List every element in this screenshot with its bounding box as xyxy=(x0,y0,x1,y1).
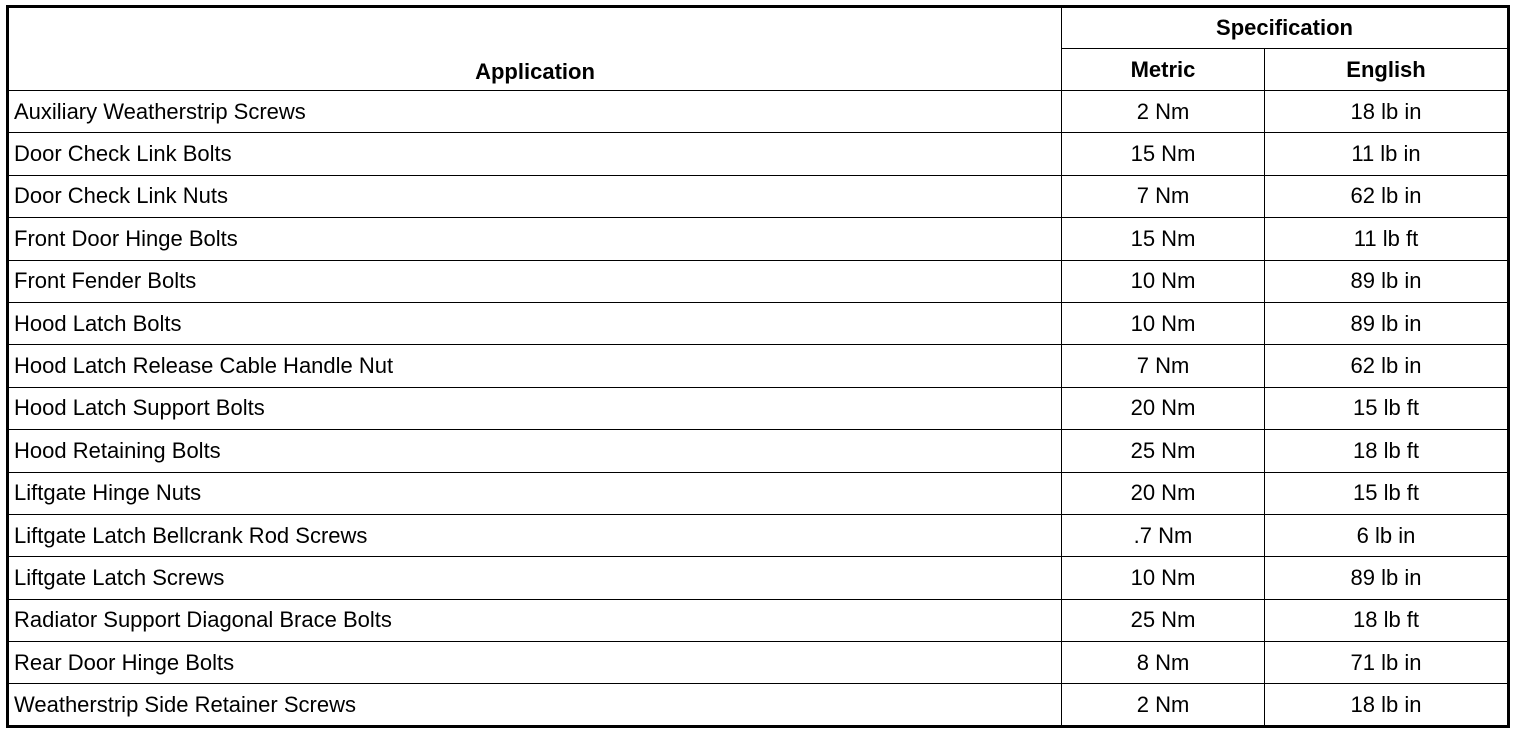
metric-cell: 25 Nm xyxy=(1062,430,1265,472)
application-cell: Hood Latch Support Bolts xyxy=(8,387,1062,429)
table-row xyxy=(8,260,1509,302)
table-row xyxy=(8,599,1509,641)
application-cell: Door Check Link Nuts xyxy=(8,175,1062,217)
specification-header: Specification xyxy=(1062,7,1509,49)
english-cell: 15 lb ft xyxy=(1265,472,1509,514)
table-row xyxy=(8,684,1509,726)
metric-cell: 25 Nm xyxy=(1062,599,1265,641)
metric-header: Metric xyxy=(1062,49,1265,91)
table-body xyxy=(8,91,1509,727)
metric-cell: 2 Nm xyxy=(1062,684,1265,726)
fastener-spec-table xyxy=(6,5,1510,728)
metric-cell: .7 Nm xyxy=(1062,514,1265,556)
metric-cell: 2 Nm xyxy=(1062,91,1265,133)
table-row xyxy=(8,472,1509,514)
table-row xyxy=(8,514,1509,556)
application-cell: Front Fender Bolts xyxy=(8,260,1062,302)
english-cell: 18 lb ft xyxy=(1265,599,1509,641)
table-row xyxy=(8,387,1509,429)
header-row-top xyxy=(8,7,1509,49)
application-cell: Auxiliary Weatherstrip Screws xyxy=(8,91,1062,133)
application-cell: Weatherstrip Side Retainer Screws xyxy=(8,684,1062,726)
table-row xyxy=(8,430,1509,472)
english-cell: 62 lb in xyxy=(1265,345,1509,387)
table-row xyxy=(8,91,1509,133)
application-cell: Rear Door Hinge Bolts xyxy=(8,642,1062,684)
english-cell: 6 lb in xyxy=(1265,514,1509,556)
english-cell: 71 lb in xyxy=(1265,642,1509,684)
english-header: English xyxy=(1265,49,1509,91)
english-cell: 18 lb in xyxy=(1265,684,1509,726)
english-cell: 18 lb ft xyxy=(1265,430,1509,472)
metric-cell: 20 Nm xyxy=(1062,387,1265,429)
english-cell: 89 lb in xyxy=(1265,302,1509,344)
table-row xyxy=(8,345,1509,387)
english-cell: 11 lb ft xyxy=(1265,218,1509,260)
metric-cell: 10 Nm xyxy=(1062,260,1265,302)
english-cell: 89 lb in xyxy=(1265,557,1509,599)
table-row xyxy=(8,133,1509,175)
metric-cell: 20 Nm xyxy=(1062,472,1265,514)
metric-cell: 7 Nm xyxy=(1062,175,1265,217)
table-row xyxy=(8,218,1509,260)
application-cell: Front Door Hinge Bolts xyxy=(8,218,1062,260)
application-cell: Radiator Support Diagonal Brace Bolts xyxy=(8,599,1062,641)
table-row xyxy=(8,642,1509,684)
application-cell: Hood Latch Bolts xyxy=(8,302,1062,344)
application-cell: Hood Latch Release Cable Handle Nut xyxy=(8,345,1062,387)
application-cell: Hood Retaining Bolts xyxy=(8,430,1062,472)
metric-cell: 15 Nm xyxy=(1062,218,1265,260)
metric-cell: 10 Nm xyxy=(1062,302,1265,344)
metric-cell: 7 Nm xyxy=(1062,345,1265,387)
application-header: Application xyxy=(8,7,1062,91)
table-row xyxy=(8,557,1509,599)
application-cell: Liftgate Latch Bellcrank Rod Screws xyxy=(8,514,1062,556)
table-row xyxy=(8,302,1509,344)
application-cell: Door Check Link Bolts xyxy=(8,133,1062,175)
application-cell: Liftgate Latch Screws xyxy=(8,557,1062,599)
metric-cell: 15 Nm xyxy=(1062,133,1265,175)
english-cell: 18 lb in xyxy=(1265,91,1509,133)
english-cell: 62 lb in xyxy=(1265,175,1509,217)
application-cell: Liftgate Hinge Nuts xyxy=(8,472,1062,514)
english-cell: 11 lb in xyxy=(1265,133,1509,175)
english-cell: 15 lb ft xyxy=(1265,387,1509,429)
metric-cell: 10 Nm xyxy=(1062,557,1265,599)
table-row xyxy=(8,175,1509,217)
table-header xyxy=(8,7,1509,91)
english-cell: 89 lb in xyxy=(1265,260,1509,302)
metric-cell: 8 Nm xyxy=(1062,642,1265,684)
